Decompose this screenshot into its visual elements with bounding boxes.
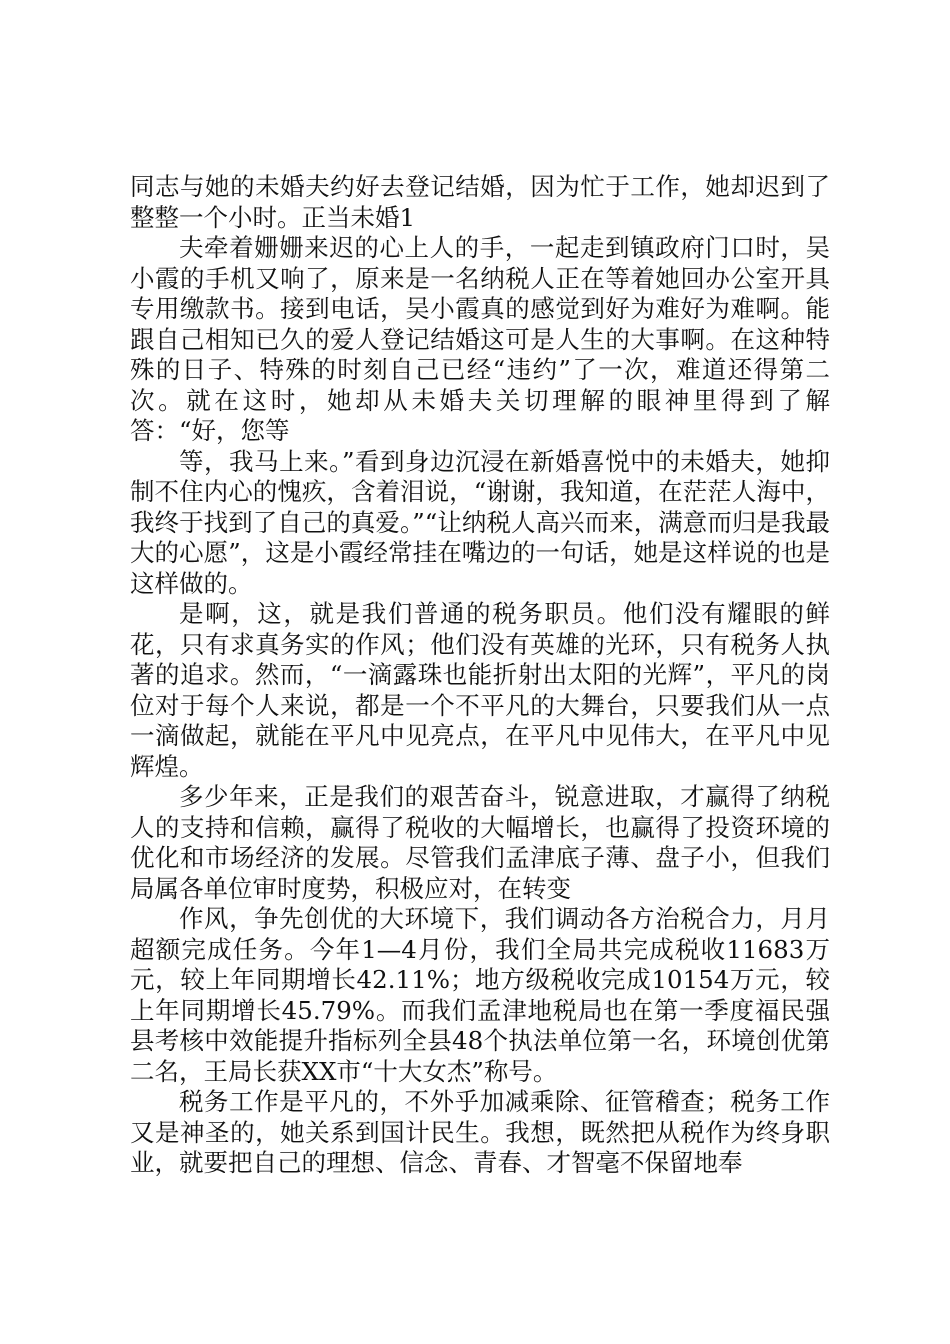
paragraph-6: 作风，争先创优的大环境下，我们调动各方治税合力，月月超额完成任务。今年1—4月份，我们全局共完成税收11683万元，较上年同期增长42.11%；地方级税收完成10154万元，较上年同期增长45.79%。而我们孟津地税局也在第一季度福民强县考核中效能提升指标列全县48个执法单位第一名，环境创优第二名，王局长获XX市“十大女杰”称号。	[130, 904, 830, 1086]
paragraph-1: 同志与她的未婚夫约好去登记结婚，因为忙于工作，她却迟到了整整一个小时。正当未婚1	[130, 172, 830, 232]
document-body	[130, 172, 830, 1179]
paragraph-5: 多少年来，正是我们的艰苦奋斗，锐意进取，才赢得了纳税人的支持和信赖，赢得了税收的大幅增长，也赢得了投资环境的优化和市场经济的发展。尽管我们孟津底子薄、盘子小，但我们局属各单位审时度势，积极应对，在转变	[130, 782, 830, 903]
paragraph-4: 是啊，这，就是我们普通的税务职员。他们没有耀眼的鲜花，只有求真务实的作风；他们没有英雄的光环，只有税务人执著的追求。然而，“一滴露珠也能折射出太阳的光辉”，平凡的岗位对于每个人来说，都是一个不平凡的大舞台，只要我们从一点一滴做起，就能在平凡中见亮点，在平凡中见伟大，在平凡中见辉煌。	[130, 599, 830, 781]
paragraph-7: 税务工作是平凡的，不外乎加减乘除、征管稽查；税务工作又是神圣的，她关系到国计民生。我想，既然把从税作为终身职业，就要把自己的理想、信念、青春、才智毫不保留地奉	[130, 1087, 830, 1177]
paragraph-3: 等，我马上来。”看到身边沉浸在新婚喜悦中的未婚夫，她抑制不住内心的愧疚，含着泪说，“谢谢，我知道，在茫茫人海中，我终于找到了自己的真爱。”“让纳税人高兴而来，满意而归是我最大的心愿”，这是小霞经常挂在嘴边的一句话，她是这样说的也是这样做的。	[130, 446, 830, 598]
paragraph-2: 夫牵着姗姗来迟的心上人的手，一起走到镇政府门口时，吴小霞的手机又响了，原来是一名纳税人正在等着她回办公室开具专用缴款书。接到电话，吴小霞真的感觉到好为难好为难啊。能跟自己相知已久的爱人登记结婚这可是人生的大事啊。在这种特殊的日子、特殊的时刻自己已经“违约”了一次，难道还得第二次。就在这时，她却从未婚夫关切理解的眼神里得到了解答：“好，您等	[130, 233, 830, 445]
